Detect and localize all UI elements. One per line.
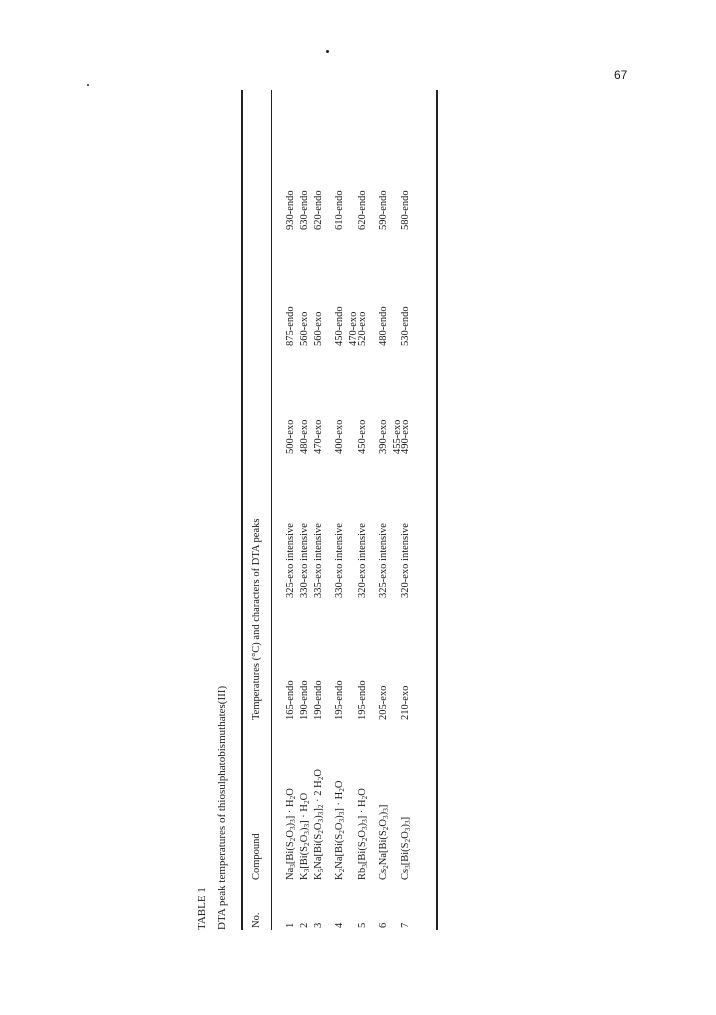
dta-peak: 335-exo intensive: [313, 523, 324, 598]
dta-peak: 195-endo: [357, 680, 368, 720]
compound-formula: $Rb_3[Bi(S_2O_3)_3] \cdot H_2O$: [357, 788, 369, 880]
compound-formula: $K_3[Bi(S_2O_3)_3] \cdot H_2O$: [299, 792, 311, 880]
dta-peak: 480-endo: [378, 306, 389, 346]
dta-peak: 590-endo: [378, 190, 389, 230]
dta-peak: 530-endo: [400, 306, 411, 346]
dta-peak: 330-exo intensive: [334, 523, 345, 598]
table-label: TABLE 1: [196, 887, 208, 930]
dta-peak: 190-endo: [313, 680, 324, 720]
dta-peak: 325-exo intensive: [285, 523, 296, 598]
compound-formula: $Cs_2Na[Bi(S_2O_3)_3]$: [378, 804, 390, 880]
rotated-table: [190, 90, 450, 930]
header-compound: Compound: [251, 833, 262, 880]
compound-formula: $Na_3[Bi(S_2O_3)_3] \cdot H_2O$: [285, 788, 297, 880]
page-number: 67: [614, 68, 628, 82]
dta-peak: 165-endo: [285, 680, 296, 720]
dta-peak: 610-endo: [334, 190, 345, 230]
row-number: 1: [285, 922, 296, 928]
dta-peak: 470-exo: [313, 419, 324, 454]
compound-formula: $K_5Na[Bi(S_2O_3)_3]_2 \cdot 2$ $H_2O$: [313, 768, 325, 880]
table-top-rule: [241, 90, 243, 930]
dta-peak: 500-exo: [285, 419, 296, 454]
row-number: 4: [334, 922, 345, 928]
header-temperatures: Temperatures (°C) and characters of DTA peaks: [251, 518, 262, 720]
row-number: 6: [378, 922, 389, 928]
header-no: No.: [251, 912, 262, 928]
dta-peak: 560-exo: [313, 311, 324, 346]
dta-peak: 875-endo: [285, 306, 296, 346]
dta-peak: 400-exo: [334, 419, 345, 454]
dta-peak: 560-exo: [299, 311, 310, 346]
dta-peak: 480-exo: [299, 419, 310, 454]
table-header-rule: [271, 90, 272, 930]
dta-peak: 325-exo intensive: [378, 523, 389, 598]
dta-peak: 320-exo intensive: [357, 523, 368, 598]
row-number: 2: [299, 922, 310, 928]
dta-peak-extra: 470-exo: [348, 311, 359, 346]
dta-peak: 205-exo: [378, 685, 389, 720]
dta-peak-extra: 455-exo: [392, 419, 403, 454]
table-caption: DTA peak temperatures of thiosulphatobismuthates(III): [216, 685, 228, 930]
dta-peak: 450-exo: [357, 419, 368, 454]
dta-peak: 930-endo: [285, 190, 296, 230]
row-number: 5: [357, 922, 368, 928]
table-bottom-rule: [436, 90, 438, 930]
scan-speck: [87, 84, 89, 86]
dta-peak: 630-endo: [299, 190, 310, 230]
dta-peak: 520-exo: [357, 311, 368, 346]
dta-peak: 620-endo: [313, 190, 324, 230]
dta-peak: 320-exo intensive: [400, 523, 411, 598]
dta-peak: 490-exo: [400, 419, 411, 454]
row-number: 7: [400, 922, 411, 928]
dta-peak: 580-endo: [400, 190, 411, 230]
dta-peak: 195-endo: [334, 680, 345, 720]
compound-formula: $Cs_3[Bi(S_2O_3)_3]$: [400, 816, 412, 880]
dta-peak: 450-endo: [334, 306, 345, 346]
dta-peak: 330-exo intensive: [299, 523, 310, 598]
dta-peak: 620-endo: [357, 190, 368, 230]
scan-speck: [326, 50, 329, 53]
dta-peak: 390-exo: [378, 419, 389, 454]
dta-peak: 190-endo: [299, 680, 310, 720]
row-number: 3: [313, 922, 324, 928]
compound-formula: $K_2Na[Bi(S_2O_3)_3] \cdot H_2O$: [334, 780, 346, 880]
dta-peak: 210-exo: [400, 685, 411, 720]
